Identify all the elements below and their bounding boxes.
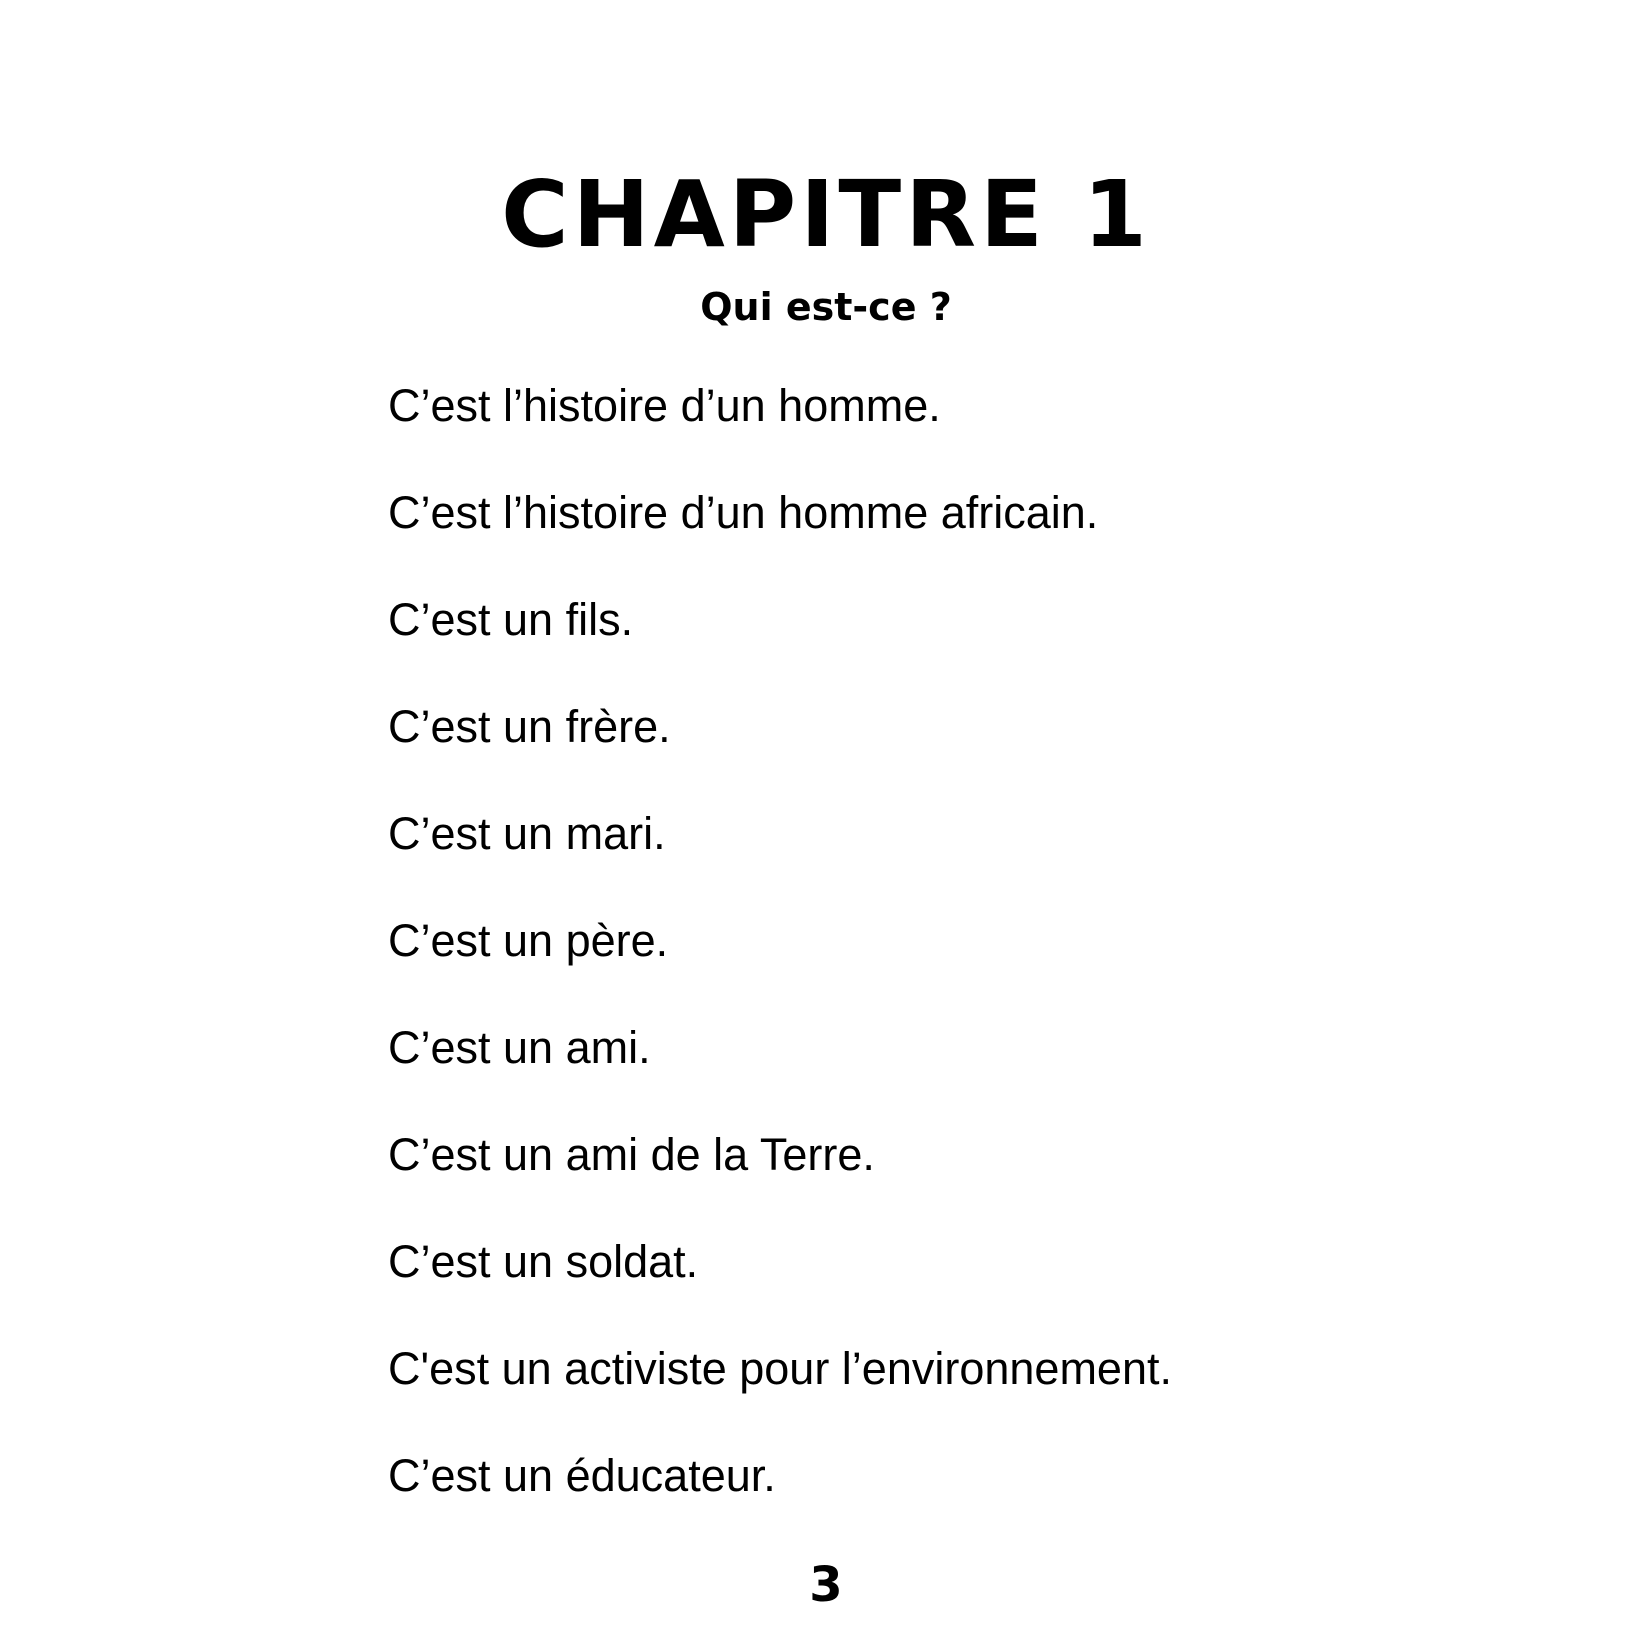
- story-line: C’est un ami.: [388, 1022, 651, 1073]
- story-line: C’est un père.: [388, 915, 669, 966]
- story-line: C’est un ami de la Terre.: [388, 1129, 875, 1180]
- chapter-subtitle: Qui est-ce ?: [700, 285, 952, 329]
- story-line: C’est un soldat.: [388, 1236, 699, 1287]
- story-line: C'est un activiste pour l’environnement.: [388, 1343, 1172, 1394]
- chapter-title: CHAPITRE 1: [501, 161, 1151, 268]
- story-line: C’est un fils.: [388, 594, 634, 645]
- story-line: C’est l’histoire d’un homme africain.: [388, 487, 1099, 538]
- story-line: C’est un éducateur.: [388, 1450, 776, 1501]
- page-number: 3: [809, 1557, 843, 1613]
- story-line: C’est un frère.: [388, 701, 671, 752]
- story-lines: [388, 380, 1172, 1557]
- story-line: C’est l’histoire d’un homme.: [388, 380, 941, 431]
- story-line: C’est un mari.: [388, 808, 666, 859]
